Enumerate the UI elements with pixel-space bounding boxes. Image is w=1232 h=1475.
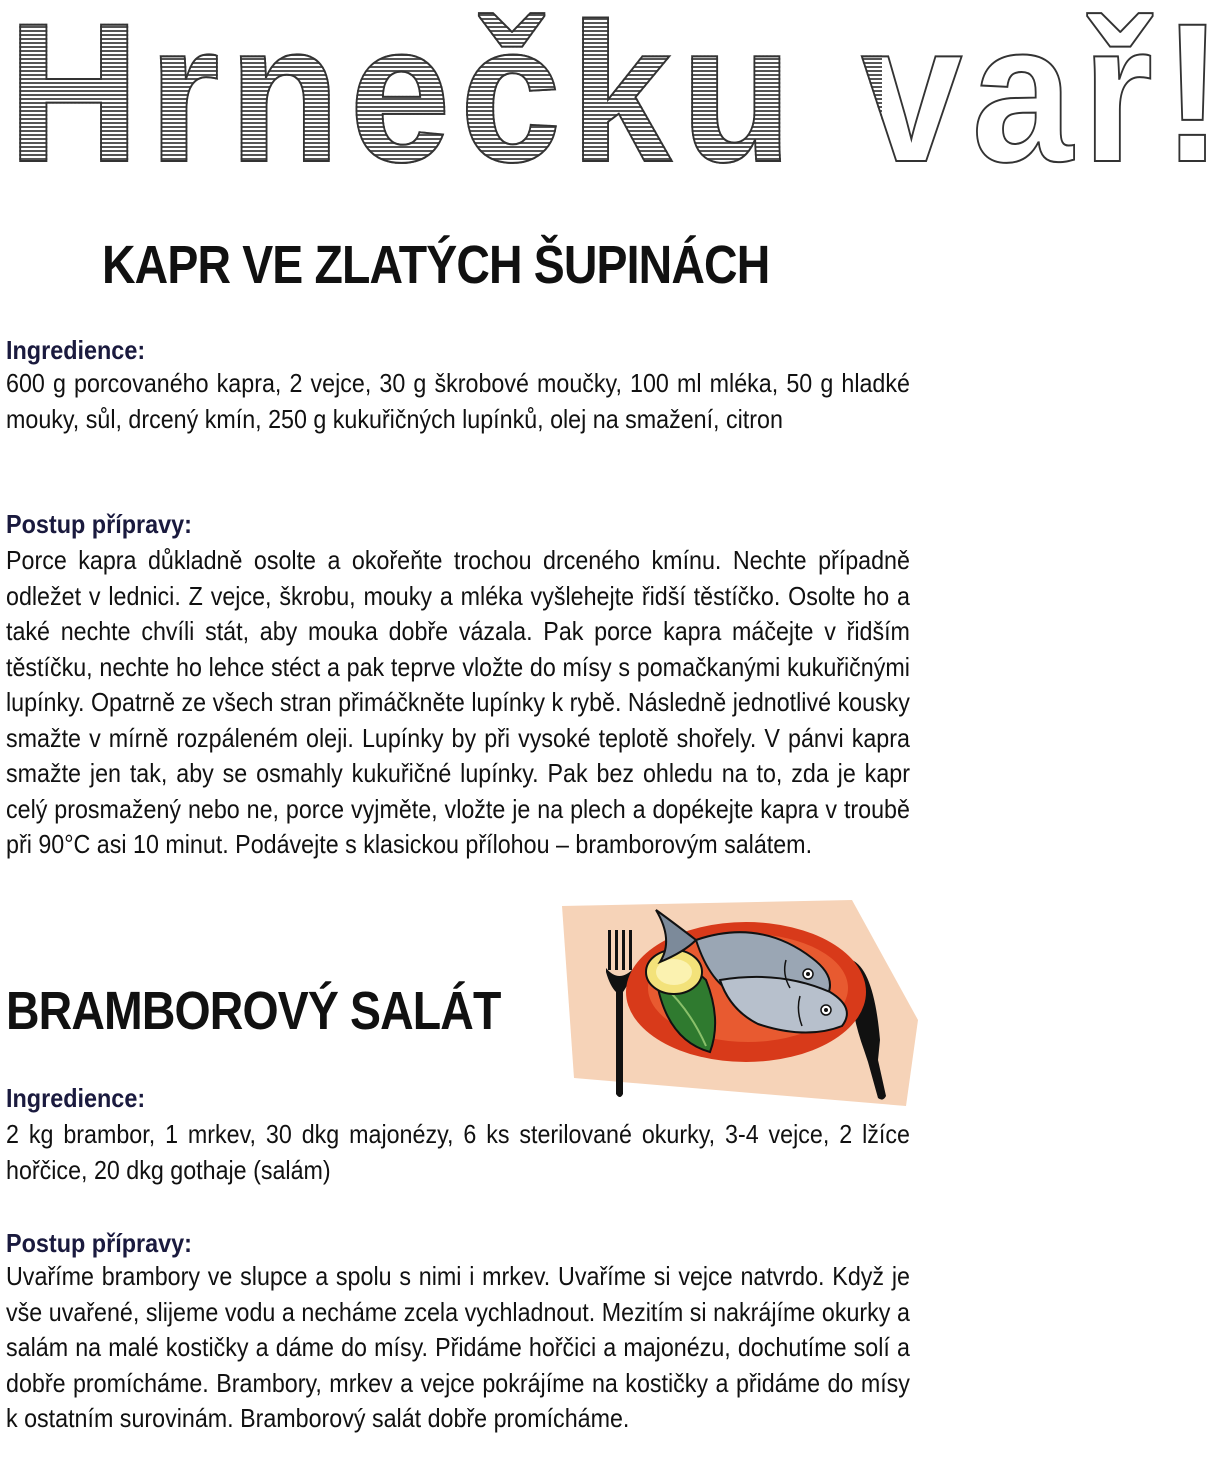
method-text: Uvaříme brambory ve slupce a spolu s nimi i mrkev. Uvaříme si vejce natvrdo. Když je vše uvařené, slijeme vodu a necháme zcela vychladnout. Mezitím si nakrájíme okurky a salám na malé kostičky a dáme do mísy. Přidáme hořčici a majonézu, dochutíme solí a dobře promícháme. Brambory, mrkev a vejce pokrájíme na kostičky a přidáme do mísy k ostatním surovinám. Bramborový salát dobře promícháme. — [6, 1261, 910, 1433]
banner — [0, 0, 1232, 203]
ingredients-text: 600 g porcovaného kapra, 2 vejce, 30 g škrobové moučky, 100 ml mléka, 50 g hladké mouky, sůl, drcený kmín, 250 g kukuřičných lupínků, olej na smažení, citron — [6, 368, 910, 434]
banner-title: Hrnečku vař! — [8, 0, 882, 192]
method-text: Porce kapra důkladně osolte a okořeňte trochou drceného kmínu. Nechte případně odležet v lednici. Z vejce, škrobu, mouky a mléka vyšlehejte řidší těstíčko. Osolte ho a také nechte chvíli stát, aby mouka dobře vázala. Pak porce kapra máčejte v řidším těstíčku, nechte ho lehce stéct a pak teprve vložte do mísy s pomačkanými kukuřičnými lupínky. Opatrně ze všech stran přimáčkněte lupínky k rybě. Následně jednotlivé kousky smažte v mírně rozpáleném oleji. Lupínky by při vysoké teplotě shořely. V pánvi kapra smažte jen tak, aby se osmahly kukuřičné lupínky. Pak bez ohledu na to, zda je kapr celý prosmažený nebo ne, porce vyjměte, vložte je na plech a dopékejte kapra v troubě při 90°C asi 10 minut. Podávejte s klasickou přílohou – bramborovým salátem. — [6, 545, 910, 859]
ingredients-heading: Ingredience: — [6, 335, 146, 365]
method-heading: Postup přípravy: — [6, 509, 192, 539]
ingredients-text: 2 kg brambor, 1 mrkev, 30 dkg majonézy, 6 ks sterilované okurky, 3-4 vejce, 2 lžíce hořčice, 20 dkg gothaje (salám) — [6, 1119, 910, 1185]
ingredients-heading: Ingredience: — [6, 1083, 146, 1113]
recipe-title-salad: BRAMBOROVÝ SALÁT — [6, 981, 501, 1041]
fish-plate-icon — [560, 900, 920, 1110]
recipe-title-carp: KAPR VE ZLATÝCH ŠUPINÁCH — [102, 235, 770, 295]
method-heading: Postup přípravy: — [6, 1228, 192, 1258]
